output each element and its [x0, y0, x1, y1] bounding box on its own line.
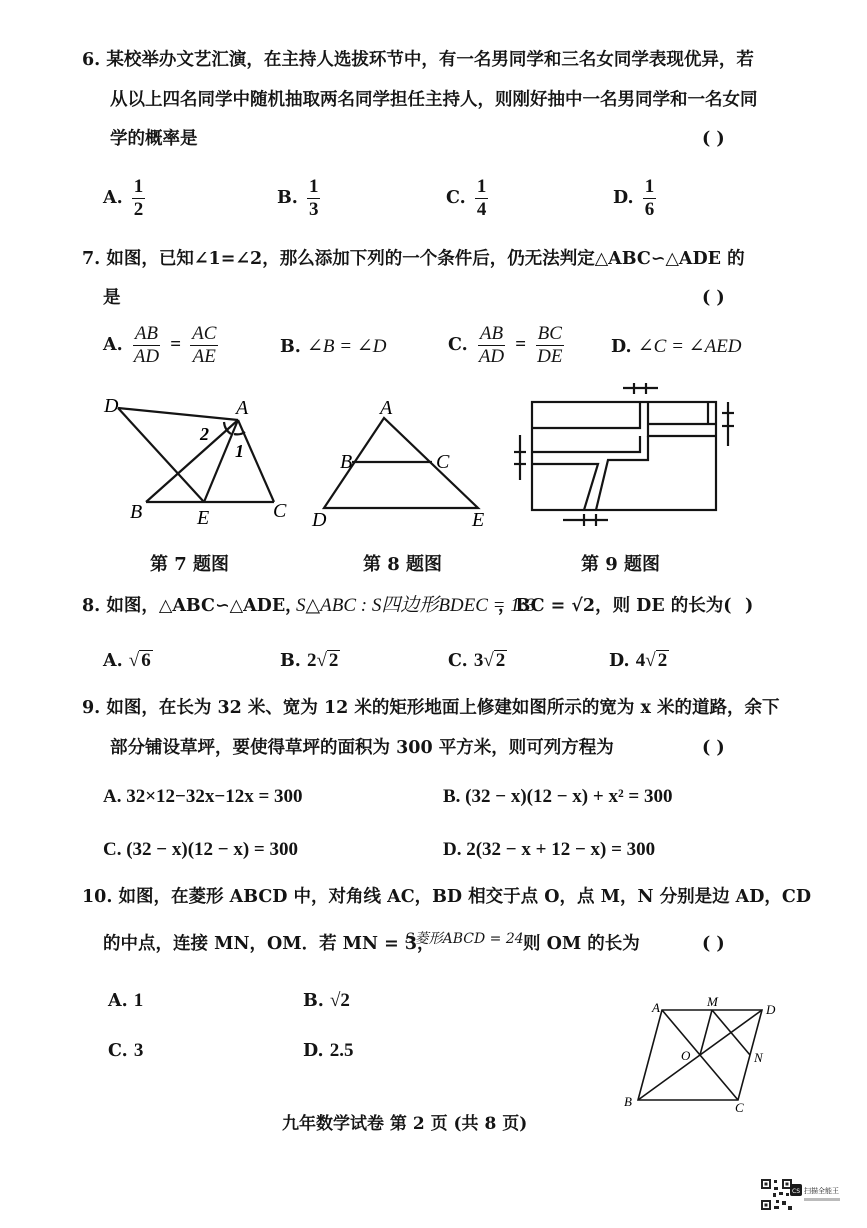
fig10-label-a: A	[652, 1000, 660, 1015]
q8-option-a: A. √ 6	[103, 650, 151, 671]
q9-option-c: C. (32 − x)(12 − x) = 300	[103, 839, 299, 860]
fig10-label-c: C	[735, 1100, 744, 1115]
qr-code-icon	[760, 1178, 793, 1211]
q7-option-b: B. ∠B = ∠D	[280, 336, 387, 357]
q10-line2: 的中点，连接 MN，OM．若 MN = 3，	[103, 934, 435, 954]
q7-line1: 7. 如图，已知∠1=∠2，那么添加下列的一个条件后，仍无法判定△ABC∽△ADE 的	[82, 249, 745, 269]
q9-option-d: D. 2(32 − x + 12 − x) = 300	[443, 839, 656, 860]
q10-option-d: D. 2.5	[303, 1040, 354, 1061]
fig10-label-d: D	[766, 1002, 776, 1017]
fig7-caption: 第 7 题图	[150, 554, 230, 575]
q9-line2: 部分铺设草坪，要使得草坪的面积为 300 平方米，则可列方程为	[110, 738, 614, 758]
fig7-label-a: A	[236, 397, 249, 419]
q7-option-c: C. $\frac{AB}{AD}$ = $\frac{BC}{DE}$	[448, 323, 563, 367]
q9-option-b: B. (32 − x)(12 − x) + x² = 300	[443, 786, 673, 807]
q10-option-b: B. √2	[303, 990, 350, 1011]
fig10-label-n: N	[754, 1050, 763, 1065]
q10-option-a: A. 1	[108, 990, 144, 1011]
q7-answer-bracket: ( )	[702, 288, 725, 308]
q6-line2: 从以上四名同学中随机抽取两名同学担任主持人，则刚好抽中一名男同学和一名女同	[110, 90, 758, 110]
q9-option-a: A. 32×12−32x−12x = 300	[103, 786, 303, 807]
fig7-label-d: D	[104, 395, 119, 417]
q8-prefix: 8. 如图，△ABC∽△ADE，	[82, 596, 303, 616]
q6-option-c: C. $\frac{1}{4}$	[446, 176, 487, 220]
q8-bc-text: ，BC = √2，则 DE 的长为(	[498, 596, 732, 616]
fig8-label-a: A	[380, 397, 393, 419]
fig8-caption: 第 8 题图	[363, 554, 443, 575]
q10-option-c: C. 3	[108, 1040, 144, 1061]
q6-line3: 学的概率是	[110, 129, 198, 149]
q10-area: S菱形ABCD = 24，	[405, 931, 538, 947]
fig7-label-1: 1	[235, 441, 244, 461]
fig8-label-e: E	[472, 509, 485, 531]
q8-area-ratio: S△ABC : S四边形BDEC = 1:3	[296, 595, 536, 616]
q6-line1: 6. 某校举办文艺汇演，在主持人选拔环节中，有一名男同学和三名女同学表现优异，若	[82, 50, 754, 70]
fig7-label-c: C	[273, 500, 287, 522]
q8-option-b: B. 2√ 2	[280, 650, 339, 671]
figure-8	[308, 396, 498, 535]
fig7-label-2: 2	[200, 424, 209, 444]
q7-line2: 是	[103, 288, 121, 308]
q10-answer-bracket: ( )	[702, 934, 725, 954]
q7-option-d: D. ∠C = ∠AED	[611, 336, 742, 357]
q6-option-b: B. $\frac{1}{3}$	[277, 176, 319, 220]
figure-10	[618, 994, 788, 1120]
q6-option-d: D. $\frac{1}{6}$	[613, 176, 655, 220]
svg-text:扫描全能王: 扫描全能王	[804, 1187, 839, 1195]
q10-line1: 10. 如图，在菱形 ABCD 中，对角线 AC，BD 相交于点 O，点 M，N 分别是边 AD，CD	[82, 887, 812, 907]
q7-option-a: A. $\frac{AB}{AD}$ = $\frac{AC}{AE}$	[103, 323, 217, 367]
q6-option-a: A. $\frac{1}{2}$	[103, 176, 144, 220]
figure-7	[100, 390, 300, 534]
q8-option-d: D. 4√ 2	[609, 650, 668, 671]
fig10-label-b: B	[624, 1094, 632, 1109]
fig8-label-c: C	[436, 451, 450, 473]
fig10-label-o: O	[681, 1048, 691, 1063]
scanner-watermark	[790, 1184, 842, 1208]
q6-answer-bracket: ( )	[702, 129, 725, 149]
fig9-caption: 第 9 题图	[581, 554, 661, 575]
q8-answer-bracket: )	[745, 596, 754, 616]
q8-option-c: C. 3√ 2	[448, 650, 506, 671]
q9-answer-bracket: ( )	[702, 738, 725, 758]
fig8-label-d: D	[312, 509, 327, 531]
q9-line1: 9. 如图，在长为 32 米、宽为 12 米的矩形地面上修建如图所示的宽为 x 米的道路，余下	[82, 698, 780, 718]
fig7-label-e: E	[197, 507, 210, 529]
figure-9	[508, 380, 738, 534]
fig8-label-b: B	[340, 451, 353, 473]
page-footer: 九年数学试卷 第 2 页 (共 8 页)	[282, 1114, 528, 1134]
fig7-label-b: B	[130, 501, 143, 523]
fig10-label-m: M	[707, 994, 718, 1009]
svg-text:CS: CS	[792, 1188, 800, 1195]
q10-line2-end: 则 OM 的长为	[523, 934, 640, 954]
